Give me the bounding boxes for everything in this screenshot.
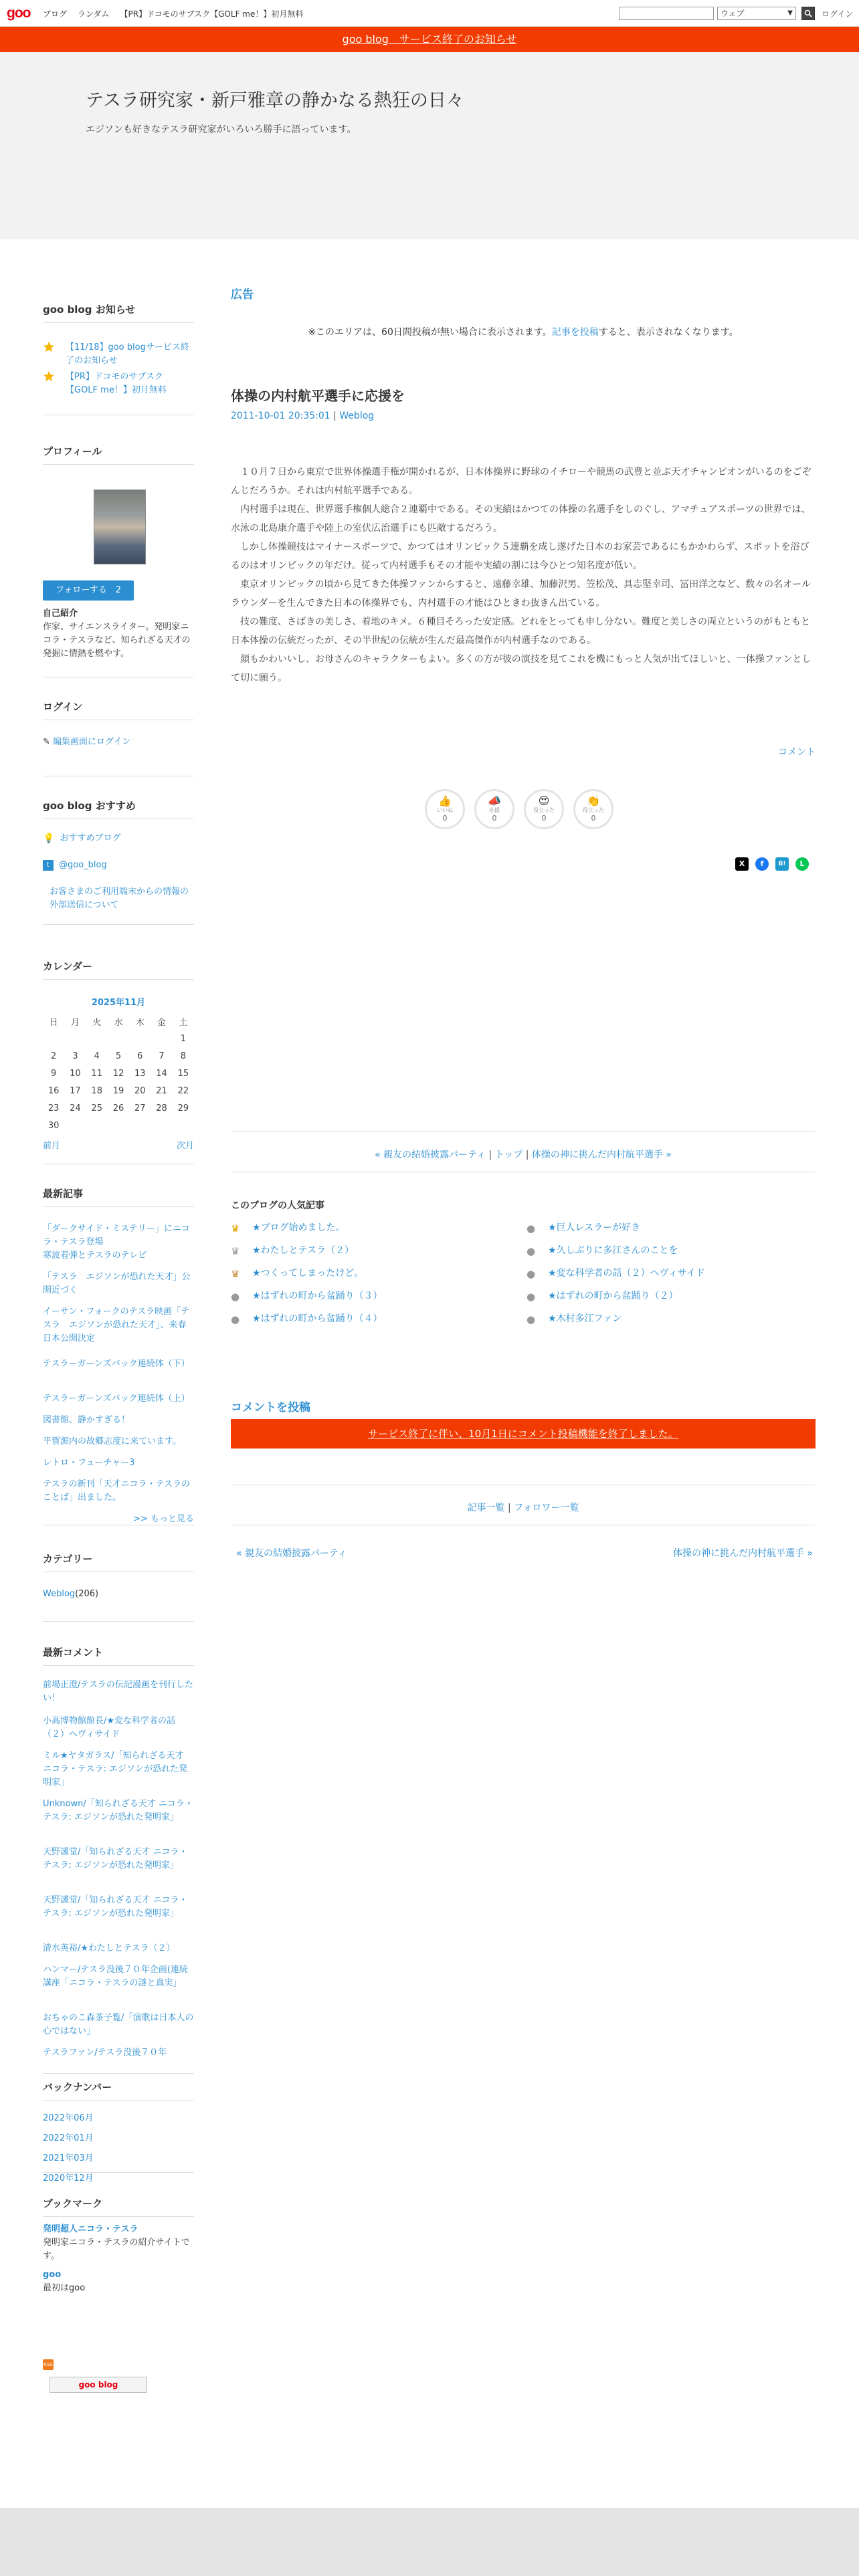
edit-login-link[interactable]: ✎ 編集画面にログイン — [43, 737, 131, 747]
reaction-clap-button[interactable]: 👏 役立った 0 — [573, 789, 613, 829]
service-end-banner[interactable] — [0, 27, 859, 52]
ad-title: 広告 — [231, 288, 254, 302]
recent-comment-link[interactable]: 小高博物館館長/★変な科学者の話（２）ヘヴィサイド — [43, 1716, 176, 1739]
recent-comment-link[interactable]: Unknown/「知られざる天才 ニコラ・テスラ: エジソンが恐れた発明家」 — [43, 1799, 193, 1822]
popular-post-link[interactable]: ● ★変な科学者の話（２）ヘヴィサイド — [527, 1268, 705, 1280]
search-scope-value: ウェブ — [721, 9, 745, 18]
reaction-love-button[interactable]: 😍 役立った 0 — [524, 789, 564, 829]
goo-blog-badge[interactable]: goo blog — [50, 2377, 147, 2393]
calendar-week: 1 — [180, 1033, 186, 1044]
recent-comment-link[interactable]: 清水英裕/★わたしとテスラ（２） — [43, 1943, 175, 1953]
dot-icon: ● — [527, 1222, 536, 1235]
notice-item[interactable]: 【11/18】goo blogサービス終了のお知らせ — [43, 341, 194, 370]
popular-post-link[interactable]: ● ★久しぶりに多江さんのことを — [527, 1245, 678, 1257]
clap-icon: 👏 — [587, 794, 600, 807]
calendar — [43, 995, 194, 1154]
line-share-icon[interactable]: L — [795, 857, 809, 871]
top-bar — [0, 0, 859, 27]
calendar-week: 30 — [47, 1120, 60, 1131]
recent-comment-link[interactable]: 前場正澄/テスラの伝記漫画を刊行したい！ — [43, 1680, 193, 1703]
popular-post-link[interactable]: ● ★はずれの町から盆踊り（２） — [527, 1291, 678, 1303]
followers-list-link[interactable]: フォロワー一覧 — [514, 1503, 579, 1513]
follow-count: 2 — [115, 585, 121, 595]
search-button[interactable] — [801, 7, 815, 20]
entry-paragraph: しかし体操競技はマイナースポーツで、かつてはオリンピック５連覇を成し遂げた日本のお家芸であるにもかかわらず、スポットを浴びるのはオリンピックの年だけ。従って内村選手もその才能や実績の割には今ひとつ知名度が低い。 — [231, 542, 809, 571]
search-scope-select[interactable] — [717, 7, 796, 20]
entry-title[interactable]: 体操の内村航平選手に応援を — [231, 388, 405, 404]
login-link[interactable]: ログイン — [822, 9, 854, 19]
login-title: ログイン — [43, 701, 83, 713]
search-input[interactable] — [619, 7, 714, 20]
entry-paragraph: 東京オリンピックの頃から見てきた体操ファンからすると、遠藤幸雄、加藤沢男、笠松茂、具志堅幸司、冨田洋之など、数々の名オールラウンダーを生んできた日本の体操界でも、内村選手の才能はひときわ抜きん出ている。 — [231, 579, 811, 609]
calendar-week: 16 17 18 19 20 21 22 — [47, 1085, 189, 1096]
comment-closed-notice[interactable]: サービス終了に伴い、10月1日にコメント投稿機能を終了しました。 — [231, 1419, 816, 1448]
top-nav-random[interactable]: ランダム — [78, 9, 110, 19]
post-article-link[interactable]: 記事を投稿 — [551, 327, 599, 338]
recent-comment-link[interactable]: おちゃのこ森茶子覧/「演歌は日本人の心ではない」 — [43, 2013, 194, 2036]
megaphone-icon: 📣 — [488, 794, 501, 807]
facebook-share-icon[interactable]: f — [755, 857, 769, 871]
lightbulb-icon: 💡 — [43, 833, 55, 844]
recent-comment-link[interactable]: 天野謹堂/「知られざる天才 ニコラ・テスラ: エジソンが恐れた発明家」 — [43, 1895, 188, 1919]
recent-comments-list — [43, 1679, 194, 2068]
recent-comments-title: 最新コメント — [43, 1646, 104, 1658]
self-intro-text: 作家、サイエンスライター。発明家ニコラ・テスラなど、知られざる天才の発掘に情熱を燃やす。 — [43, 622, 191, 659]
entry-paragraph: １０月７日から東京で世界体操選手権が開かれるが、日本体操界に野球のイチローや競馬の武豊と並ぶ天才チャンピオンがいるのをごぞんじだろうか。それは内村航平選手である。 — [231, 467, 812, 496]
backnumber-link[interactable]: 2021年03月 — [43, 2153, 94, 2163]
recommend-item[interactable]: 💡 おすすめブログ — [43, 833, 121, 844]
list-links: 記事一覧 | フォロワー一覧 — [467, 1503, 579, 1513]
articles-list-link[interactable]: 記事一覧 — [467, 1503, 505, 1513]
entry — [231, 385, 816, 405]
calendar-week: 9 10 11 12 13 14 15 — [51, 1068, 189, 1079]
popular-post-link[interactable]: ♛ ★ブログ始めました。 — [231, 1222, 345, 1235]
bottom-nav — [231, 1546, 816, 1562]
blog-header — [0, 52, 859, 239]
crown-gold-icon: ♛ — [231, 1222, 240, 1235]
entry-date[interactable]: 2011-10-01 20:35:01 — [231, 411, 330, 421]
top-nav — [43, 8, 303, 19]
chevron-down-icon: ▼ — [787, 9, 793, 17]
popular-posts-title: このブログの人気記事 — [231, 1200, 324, 1211]
heart-eyes-icon: 😍 — [538, 794, 550, 807]
star-icon — [43, 370, 55, 383]
recent-post-link[interactable]: 図書館、静かすぎる！ — [43, 1415, 130, 1425]
calendar-next-month[interactable]: 次月 — [176, 1141, 194, 1151]
top-link[interactable]: トップ — [494, 1150, 523, 1160]
entry-pager: « 親友の結婚披露パーティ | トップ | 体操の神に挑んだ内村航平選手 » — [375, 1150, 672, 1160]
more-posts-link[interactable]: >> もっと見る — [133, 1514, 194, 1524]
entry-paragraph: 技の難度、さばきの美しさ、着地のキメ。６種目そろった安定感。どれをとっても申し分ない。難度と美しさの両立というのがもともと日本体操の伝統だったが、その半世紀の伝統が生んだ最高傑作が内村選手なのである。 — [231, 617, 811, 646]
dot-icon: ● — [231, 1313, 240, 1325]
bookmark-link[interactable]: goo — [43, 2270, 62, 2280]
profile-title: プロフィール — [43, 445, 102, 457]
calendar-title: カレンダー — [43, 960, 93, 972]
recent-post-link[interactable]: イーサン・フォークのテスラ映画「テスラ エジソンが恐れた天才」、来春日本公開決定 — [43, 1307, 190, 1344]
calendar-week: 23 24 25 26 27 28 29 — [47, 1103, 189, 1113]
bottom-next-link[interactable]: 体操の神に挑んだ内村航平選手 » — [672, 1548, 813, 1559]
self-intro-label: 自己紹介 — [43, 609, 78, 619]
reaction-like-button[interactable]: 👍 いいね 0 — [425, 789, 465, 829]
popular-post-link[interactable]: ● ★はずれの町から盆踊り（４） — [231, 1313, 383, 1325]
twitter-icon: t — [43, 860, 54, 871]
popular-post-link[interactable]: ♛ ★わたしとテスラ（２） — [231, 1245, 354, 1257]
comment-post-title: コメントを投稿 — [231, 1401, 310, 1414]
recent-post-link[interactable]: テスラーガーンズバック連続体（下） — [43, 1359, 190, 1369]
calendar-week: 2 3 4 5 6 7 8 — [51, 1051, 186, 1061]
top-nav-blog[interactable]: ブログ — [43, 9, 68, 19]
entry-body — [231, 463, 816, 687]
share-buttons — [231, 857, 816, 872]
backnumber-title: バックナンバー — [43, 2081, 112, 2093]
recent-comment-link[interactable]: ミル★ヤタガラス/「知られざる天才 ニコラ・テスラ: エジソンが恐れた発明家」 — [43, 1751, 187, 1788]
prev-entry-link[interactable]: « 親友の結婚披露パーティ — [375, 1150, 486, 1160]
dot-icon: ● — [527, 1291, 536, 1303]
recent-posts-title: 最新記事 — [43, 1188, 84, 1200]
page-footer — [0, 2508, 859, 2576]
dot-icon: ● — [231, 1291, 240, 1303]
backnumber-link[interactable]: 2020年12月 — [43, 2173, 94, 2183]
bottom-prev-link[interactable]: « 親友の結婚披露パーティ — [236, 1548, 347, 1559]
star-icon — [43, 341, 55, 353]
recommend-item[interactable]: t @goo_blog — [43, 852, 194, 879]
goo-logo[interactable]: goo — [7, 5, 31, 21]
recent-comment-link[interactable]: テスラファン/テスラ没後７０年 — [43, 2048, 167, 2058]
rss-icon[interactable]: RSS — [43, 2359, 54, 2370]
popular-posts — [231, 1221, 816, 1335]
service-end-banner-text: goo blog サービス終了のお知らせ — [342, 33, 517, 45]
bookmarks-list — [43, 2223, 194, 2295]
bookmark-desc: 最初はgoo — [43, 2283, 86, 2293]
popular-post-link[interactable]: ● ★木村多江ファン — [527, 1313, 622, 1325]
notice-item[interactable]: 【PR】ドコモのサブスク【GOLF me！】初月無料 — [43, 370, 194, 400]
recent-comment-link[interactable]: ハンマー/テスラ没後７０年企画(連続講座「ニコラ・テスラの謎と真実」 — [43, 1965, 188, 1988]
calendar-month[interactable]: 2025年11月 — [91, 998, 146, 1008]
entry-paragraph: 顔もかわいいし、お母さんのキャラクターもよい。多くの方が彼の演技を見てこれを機にもっと人気が出てほしいと、一体操ファンとして切に願う。 — [231, 654, 812, 683]
blog-title[interactable]: テスラ研究家・新戸雅章の静かなる熱狂の日々 — [86, 90, 464, 111]
follow-button[interactable]: フォローする 2 — [43, 580, 134, 601]
blog-description: エジソンも好きなテスラ研究家がいろいろ勝手に語っています。 — [86, 124, 357, 135]
recent-post-link[interactable]: 「テスラ エジソンが恐れた天才」公開近づく — [43, 1272, 191, 1295]
bookmark-desc: 発明家ニコラ・テスラの紹介サイトです。 — [43, 2238, 190, 2261]
recent-comment-link[interactable]: 天野謹堂/「知られざる天才 ニコラ・テスラ: エジソンが恐れた発明家」 — [43, 1847, 188, 1870]
pencil-icon: ✎ — [43, 737, 50, 747]
next-entry-link[interactable]: 体操の神に挑んだ内村航平選手 » — [531, 1150, 672, 1160]
popular-post-link[interactable]: ♛ ★つくってしまったけど。 — [231, 1268, 364, 1280]
comment-link[interactable]: コメント — [778, 747, 816, 758]
recent-post-link[interactable]: 寒波着弾とテスラのテレビ — [43, 1251, 147, 1261]
categories-title: カテゴリー — [43, 1553, 93, 1565]
bookmarks-title: ブックマーク — [43, 2197, 102, 2210]
calendar-grid: 日 月 火 水 木 金 土 1 2 3 4 5 6 7 8 9 10 11 12 13 14 15 16 17 18 19 20 21 22 23 24 25 26 27 28 29 30 — [43, 1012, 194, 1134]
thumbs-up-icon: 👍 — [438, 794, 452, 807]
recent-post-link[interactable]: テスラの新刊「天才ニコラ・テスラのことば」出ました。 — [43, 1479, 190, 1503]
dot-icon: ● — [527, 1245, 536, 1257]
category-link[interactable]: Weblog — [43, 1589, 76, 1599]
recent-post-link[interactable]: テスラーガーンズバック連続体（上） — [43, 1394, 190, 1404]
calendar-prev-month[interactable]: 前月 — [43, 1141, 61, 1151]
profile-avatar[interactable] — [94, 490, 146, 564]
search-icon — [804, 9, 812, 17]
popular-post-link[interactable]: ● ★巨人レスラーが好き — [527, 1222, 641, 1235]
crown-bronze-icon: ♛ — [231, 1268, 240, 1280]
recommend-item[interactable]: お客さまのご利用端末からの情報の外部送信について — [50, 887, 189, 910]
backnumber-link[interactable]: 2022年01月 — [43, 2133, 94, 2143]
recent-post-link[interactable]: レトロ・フューチャー3 — [43, 1458, 135, 1468]
backnumber-list[interactable] — [43, 2112, 194, 2183]
dot-icon: ● — [527, 1313, 536, 1325]
popular-post-link[interactable]: ● ★はずれの町から盆踊り（３） — [231, 1291, 383, 1303]
hatena-share-icon[interactable]: B! — [775, 857, 789, 871]
crown-silver-icon: ♛ — [231, 1245, 240, 1257]
sidebar-notices — [43, 302, 194, 316]
recent-posts-list — [43, 1222, 194, 1526]
category-count: (206) — [75, 1589, 99, 1599]
recent-post-link[interactable]: 平賀源内の故郷志度に来ています。 — [43, 1436, 181, 1446]
sidebar-notices-title: goo blog お知らせ — [43, 304, 136, 316]
ad-notice: ※このエリアは、60日間投稿が無い場合に表示されます。記事を投稿すると、表示されなくなります。 — [308, 327, 739, 338]
entry-category[interactable]: Weblog — [339, 411, 375, 421]
reactions — [231, 789, 816, 833]
bookmark-link[interactable]: 発明超人ニコラ・テスラ — [43, 2224, 138, 2234]
reaction-cheer-button[interactable]: 📣 応援 0 — [474, 789, 514, 829]
recent-post-link[interactable]: 「ダークサイド・ミステリー」にニコラ・テスラ登場 — [43, 1224, 190, 1247]
page-body: goo blog お知らせ 【11/18】goo blogサービス終了のお知らせ 【PR】ドコモのサブスク【GOLF me！】初月無料 プロフィール フォローする 2 自己紹介 作家、サイエンスライター。発明家ニコラ・テスラなど、知られざる天才の発掘に情熱を燃やす。 ログイン ✎ 編集画面にログイン goo blog おすすめ 💡 おすすめブログ t @goo_blog お客さまのご利用端末からの情報の外部送信について カレンダー 2025年11月 日 月 火 水 木 金 土 1 2 3 4 5 6 7 8 9 10 11 12 13 14 15 16 17 18 19 20 21 22 23 24 25 26 27 28 29 30 前月 次月 最新記事 「ダークサイド・ミステリー」にニコラ・テスラ登場 寒波着弾とテスラのテレビ 「テスラ エジソンが恐れた天才」公開近づく イーサン・フォークのテスラ映画「テスラ エジソンが恐れた天才」、来春日本公開決定 テスラーガーンズバック連続体（下） テスラーガーンズバック連続体（上） 図書館、静かすぎる！ 平賀源内の故郷志度に来ています。 レトロ・フューチャー3 テスラの新刊「天才ニコラ・テスラのことば」出ました。 >> もっと見る カテゴリー Weblog(206) 最新コメント 前場正澄/テスラの伝記漫画を刊行したい！ 小高博物館館長/★変な科学者の話（２）ヘヴィサイド ミル★ヤタガラス/「知られざる天才 ニコラ・テスラ: エジソンが恐れた発明家」 Unknown/「知られざる天才 ニコラ・テスラ: エジソンが恐れた発明家」 天野謹堂/「知られざる天才 ニコラ・テスラ: エジソンが恐れた発明家」 天野謹堂/「知られざる天才 ニコラ・テスラ: エジソンが恐れた発明家」 清水英裕/★わたしとテスラ（２） ハンマー/テスラ没後７０年企画(連続講座「ニコラ・テスラの謎と真実」 おちゃのこ森茶子覧/「演歌は日本人の心ではない」 テスラファン/テスラ没後７０年 バックナンバー 2022年06月 2022年01月 2021年03月 2020年12月 ブックマーク 発明超人ニコラ・テスラ 発明家ニコラ・テスラの紹介サイトです。 goo 最初はgoo RSS goo blog 広告 ※このエリアは、60日間投稿が無い場合に表示されます。記事を投稿すると、表示されなくなります。 体操の内村航平選手に応援を 2011-10-01 20:35:01 | Weblog １０月７日から東京で世界体操選手権が開かれるが、日本体操界に野球のイチローや競馬の武豊と並ぶ天才チャンピオンがいるのをごぞんじだろうか。それは内村航平選手である。 内村選手は現在、世界選手権個人総合２連覇中である。その実績はかつての体操の名選手をしのぐし、アマチュアスポーツの世界では、水泳の北島康介選手や陸上の室伏広治選手にも匹敵するだろう。 しかし体操競技はマイナースポーツで、かつてはオリンピック５連覇を成し遂げた日本のお家芸であるにもかかわらず、スポットを浴びるのはオリンピックの年だけ。従って内村選手もその才能や実績の割には今ひとつ知名度が低い。 東京オリンピックの頃から見てきた体操ファンからすると、遠藤幸雄、加藤沢男、笠松茂、具志堅幸司、冨田洋之など、数々の名オールラウンダーを生んできた日本の体操界でも、内村選手の才能はひときわ抜きん出ている。 技の難度、さばきの美しさ、着地のキメ。６種目そろった安定感。どれをとっても申し分ない。難度と美しさの両立というのがもともと日本体操の伝統だったが、その半世紀の伝統が生んだ最高傑作が内村選手なのである。 顔もかわいいし、お母さんのキャラクターもよい。多くの方が彼の演技を見てこれを機にもっと人気が出てほしいと、一体操ファンとして切に願う。 コメント 👍 いいね 0 📣 応援 0 😍 役立った 0 👏 役立った 0 X f B! L « 親友の結婚披露パーティ | トップ | 体操の神に挑んだ内村航平選手 » このブログの人気記事 ♛ ★ブログ始めました。 ♛ ★わたしとテスラ（２） ♛ ★つくってしまったけど。 ● ★はずれの町から盆踊り（３） ● ★はずれの町から盆踊り（４） ● ★巨人レスラーが好き ● ★久しぶりに多江さんのことを ● ★変な科学者の話（２）ヘヴィサイド ● ★はずれの町から盆踊り（２） ● ★木村多江ファン コメントを投稿 サービス終了に伴い、10月1日にコメント投稿機能を終了しました。 記事一覧 | フォロワー一覧 « 親友の結婚披露パーティ 体操の神に挑んだ内村航平選手 » — [0, 239, 859, 2508]
top-nav-pr[interactable]: 【PR】ドコモのサブスク【GOLF me！】初月無料 — [120, 9, 304, 19]
recommend-title: goo blog おすすめ — [43, 800, 136, 812]
dot-icon: ● — [527, 1268, 536, 1280]
backnumber-link[interactable]: 2022年06月 — [43, 2113, 94, 2123]
x-share-icon[interactable]: X — [735, 857, 749, 871]
entry-paragraph: 内村選手は現在、世界選手権個人総合２連覇中である。その実績はかつての体操の名選手をしのぐし、アマチュアスポーツの世界では、水泳の北島康介選手や陸上の室伏広治選手にも匹敵するだろう。 — [231, 504, 811, 534]
